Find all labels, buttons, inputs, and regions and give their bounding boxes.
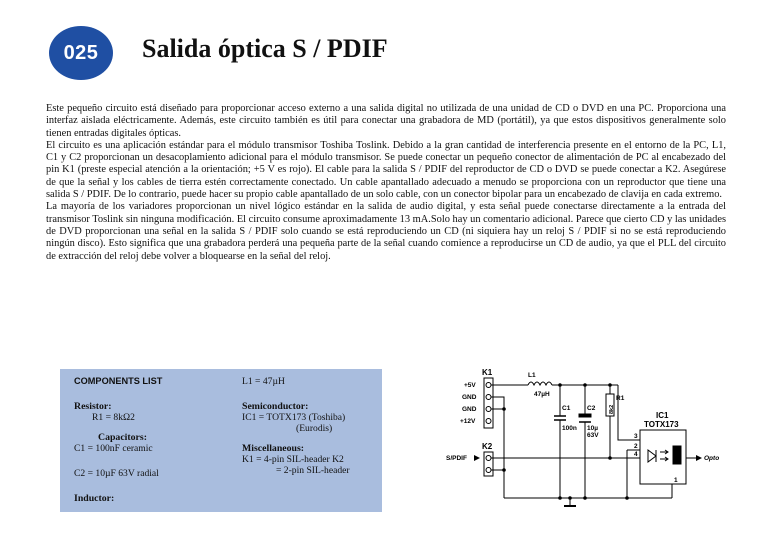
ic1-label: IC1 [656, 411, 669, 420]
c1-label: C1 [562, 405, 571, 412]
k1-pin-gnd2: GND [462, 406, 477, 413]
ic1-pin-3: 3 [634, 433, 638, 440]
semiconductor-label: Semiconductor: [242, 401, 309, 412]
article-number-badge [49, 26, 113, 80]
components-column-left [74, 376, 224, 504]
ic1-part: TOTX173 [644, 420, 679, 429]
r1-label: R1 [616, 395, 625, 402]
semiconductor-ic1-supplier: (Eurodis) [296, 423, 333, 434]
k1-pin-12v: +12V [460, 418, 476, 425]
misc-k1: K1 = 4-pin SIL-header K2 [242, 454, 344, 465]
l1-value: 47µH [534, 391, 550, 398]
c1-value: 100n [562, 425, 577, 432]
capacitors-label: Capacitors: [98, 432, 147, 443]
circuit-schematic [440, 366, 730, 516]
misc-k2: = 2-pin SIL-header [276, 465, 350, 476]
capacitor-c1: C1 = 100nF ceramic [74, 443, 153, 454]
inductor-label: Inductor: [74, 493, 115, 504]
opto-output-label: Opto [704, 455, 720, 462]
spdif-input-label: S/PDIF [446, 455, 467, 462]
article-number: 025 [63, 41, 99, 64]
resistor-r1: R1 = 8kΩ2 [92, 412, 135, 423]
inductor-l1: L1 = 47µH [242, 376, 285, 387]
article-body [46, 103, 726, 263]
paragraph-1: Este pequeño circuito está diseñado para proporcionar acceso externo a una salida digital no utilizada de una unidad de CD o DVD en una PC. Proporciona una interfaz aislada eléctricamente. Además, este circuito también es útil para conectar una grabadora de MD (portátil), ya que estos dispositivos generalmente solo tienen entradas digitales ópticas. [46, 103, 726, 139]
capacitor-c2: C2 = 10µF 63V radial [74, 468, 159, 479]
article-title: Salida óptica S / PDIF [142, 34, 388, 63]
k2-label: K2 [482, 442, 493, 451]
r1-value: 8k2 [609, 404, 615, 414]
semiconductor-ic1: IC1 = TOTX173 (Toshiba) [242, 412, 346, 423]
c2-value-1: 10µ [587, 425, 598, 432]
k1-label: K1 [482, 368, 493, 377]
components-column-right [242, 376, 377, 476]
capacitor-c1-symbol [554, 416, 566, 420]
misc-label: Miscellaneous: [242, 443, 305, 454]
c2-label: C2 [587, 405, 596, 412]
k1-pin-gnd1: GND [462, 394, 477, 401]
c2-value-2: 63V [587, 432, 599, 439]
l1-label: L1 [528, 372, 536, 379]
paragraph-2: El circuito es una aplicación estándar para el módulo transmisor Toshiba Toslink. Debido a la gran cantidad de interferencia presente en el entorno de la PC, L1, C1 y C2 proporcionan un desacoplamiento adicional para el módulo transmisor. Se puede conectar un pequeño conector de alimentación de PC al encabezado del pin K1 (preste especial atención a la orientación; +5 V es rojo). El cable para la salida S / PDIF del reproductor de CD o DVD se puede conectar a K2. Asegúrese de que la señal y los cables de tierra estén correctamente conectado. Un cable apantallado adecuado a menudo se proporciona con un reproductor que tiene una salida S / PDIF. De lo contrario, puede hacer su propio cable apantallado de un solo cable, con un conector bipolar para un encabezado de clavija en cada extremo. [46, 139, 726, 201]
components-list [60, 369, 382, 512]
ic1-pin-1: 1 [674, 477, 678, 484]
components-heading: COMPONENTS LIST [74, 376, 163, 386]
k1-pin-5v: +5V [464, 382, 476, 389]
ic1-pin-4: 4 [634, 451, 638, 458]
inductor-l1-symbol [528, 382, 552, 385]
ic1-pin-2: 2 [634, 443, 638, 450]
resistor-label: Resistor: [74, 401, 112, 412]
paragraph-3: La mayoría de los variadores proporcionan un nivel lógico estándar en la salida de audio digital, y esta señal puede conectarse directamente a la entrada del transmisor Toslink sin ninguna modificación. El circuito consume aproximadamente 13 mA.Solo hay un comentario adicional. Parece que cierto CD y las unidades de DVD proporcionan una señal en la salida S / PDIF solo cuando se está reproduciendo un CD (ni siquiera hay un reloj S / PDIF si no se está reproduciendo ningún disco). Esto significa que una grabadora perderá una pequeña parte de la señal cuando comience a reproducirse un CD de audio, ya que el PLL del circuito de extracción del reloj debe volver a bloquearse en la señal del reloj. [46, 201, 726, 262]
